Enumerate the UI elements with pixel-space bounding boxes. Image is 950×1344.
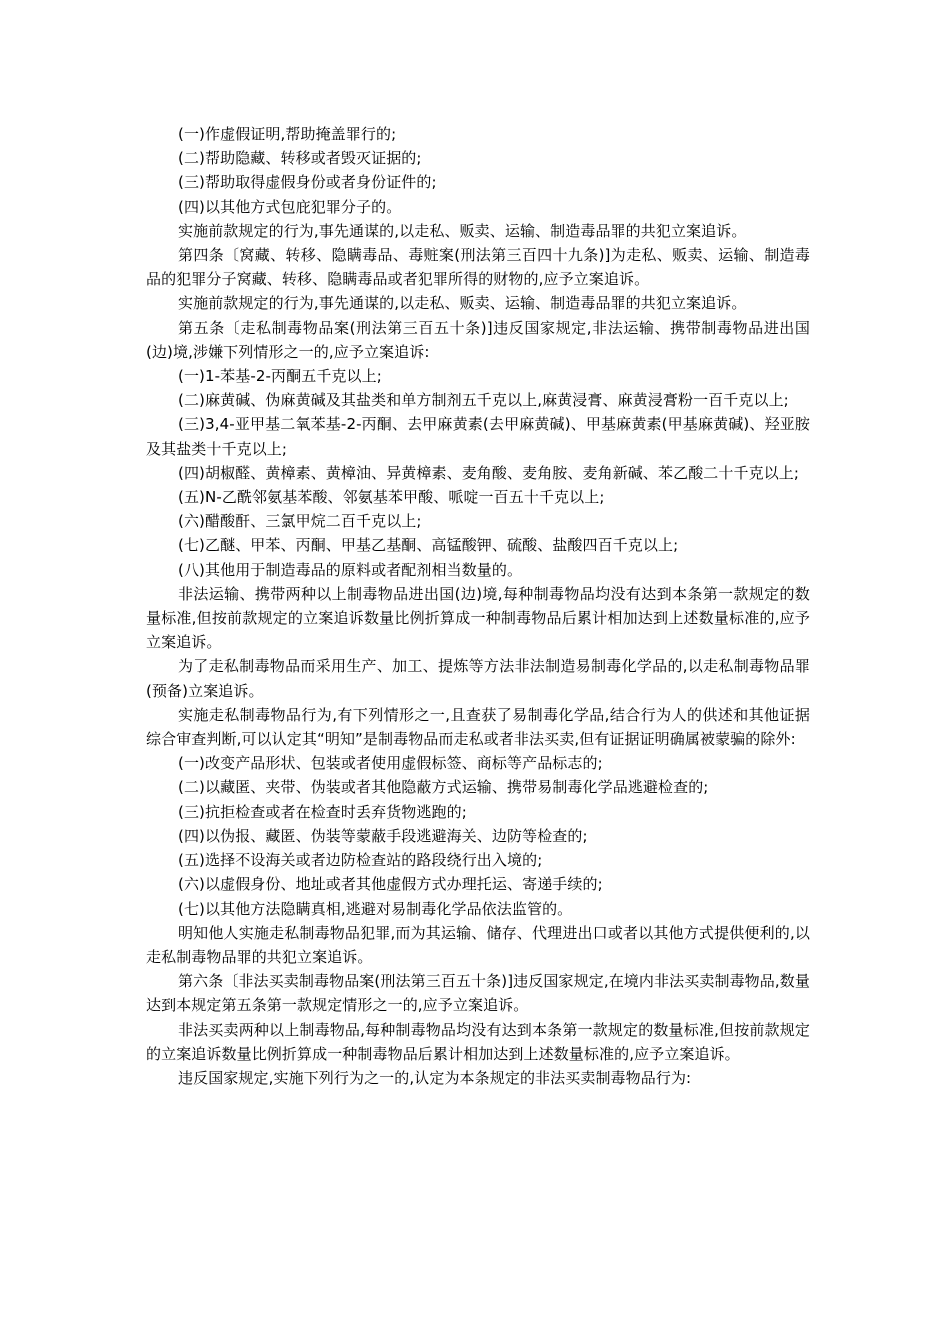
paragraph: (三)帮助取得虚假身份或者身份证件的; — [178, 173, 437, 192]
list-item: (一)改变产品形状、包装或者使用虚假标签、商标等产品标志的; — [178, 754, 603, 773]
paragraph: 非法运输、携带两种以上制毒物品进出国(边)境,每种制毒物品均没有达到本条第一款规定的数量标准,但按前款规定的立案追诉数量比例折算成一种制毒物品后累计相加达到上述数量标准的,应予立案追诉。 — [146, 584, 810, 652]
document-page — [146, 122, 810, 1090]
list-item: (三)3,4-亚甲基二氧苯基-2-丙酮、去甲麻黄素(去甲麻黄碱)、甲基麻黄素(甲基麻黄碱)、羟亚胺及其盐类十千克以上; — [146, 415, 810, 458]
list-item: (五)选择不设海关或者边防检查站的路段绕行出入境的; — [178, 851, 543, 870]
list-item: (七)以其他方法隐瞒真相,逃避对易制毒化学品依法监管的。 — [178, 899, 573, 918]
list-item: (六)醋酸酐、三氯甲烷二百千克以上; — [178, 512, 422, 531]
list-item: (六)以虚假身份、地址或者其他虚假方式办理托运、寄递手续的; — [178, 875, 603, 894]
paragraph: 非法买卖两种以上制毒物品,每种制毒物品均没有达到本条第一款规定的数量标准,但按前款规定的立案追诉数量比例折算成一种制毒物品后累计相加达到上述数量标准的,应予立案追诉。 — [146, 1020, 810, 1063]
list-item: (五)N-乙酰邻氨基苯酸、邻氨基苯甲酸、哌啶一百五十千克以上; — [178, 488, 605, 507]
list-item: (四)以伪报、藏匿、伪装等蒙蔽手段逃避海关、边防等检查的; — [178, 826, 588, 845]
list-item: (八)其他用于制造毒品的原料或者配剂相当数量的。 — [178, 560, 523, 579]
list-item: (三)抗拒检查或者在检查时丢弃货物逃跑的; — [178, 802, 467, 821]
list-item: (二)麻黄碱、伪麻黄碱及其盐类和单方制剂五千克以上,麻黄浸膏、麻黄浸膏粉一百千克以上; — [178, 391, 789, 410]
paragraph: (二)帮助隐藏、转移或者毁灭证据的; — [178, 149, 422, 168]
paragraph: 为了走私制毒物品而采用生产、加工、提炼等方法非法制造易制毒化学品的,以走私制毒物品罪(预备)立案追诉。 — [146, 657, 810, 700]
paragraph: 实施前款规定的行为,事先通谋的,以走私、贩卖、运输、制造毒品罪的共犯立案追诉。 — [178, 294, 747, 313]
list-item: (一)1-苯基-2-丙酮五千克以上; — [178, 367, 382, 386]
paragraph: (四)以其他方式包庇犯罪分子的。 — [178, 197, 402, 216]
paragraph: 实施走私制毒物品行为,有下列情形之一,且查获了易制毒化学品,结合行为人的供述和其他证据综合审查判断,可以认定其“明知”是制毒物品而走私或者非法买卖,但有证据证明确属被蒙骗的除外: — [146, 705, 810, 749]
paragraph: 实施前款规定的行为,事先通谋的,以走私、贩卖、运输、制造毒品罪的共犯立案追诉。 — [178, 221, 747, 240]
paragraph: 违反国家规定,实施下列行为之一的,认定为本条规定的非法买卖制毒物品行为: — [178, 1068, 692, 1087]
paragraph: (一)作虚假证明,帮助掩盖罪行的; — [178, 125, 397, 143]
list-item: (七)乙醚、甲苯、丙酮、甲基乙基酮、高锰酸钾、硫酸、盐酸四百千克以上; — [178, 536, 679, 555]
article-5-paragraph: 第五条〔走私制毒物品案(刑法第三百五十条)]违反国家规定,非法运输、携带制毒物品进出国(边)境,涉嫌下列情形之一的,应予立案追诉: — [146, 318, 810, 361]
article-4-paragraph: 第四条〔窝藏、转移、隐瞒毒品、毒赃案(刑法第三百四十九条)]为走私、贩卖、运输、制造毒品的犯罪分子窝藏、转移、隐瞒毒品或者犯罪所得的财物的,应予立案追诉。 — [146, 246, 810, 289]
list-item: (二)以藏匿、夹带、伪装或者其他隐蔽方式运输、携带易制毒化学品逃避检查的; — [178, 778, 709, 797]
list-item: (四)胡椒醛、黄樟素、黄樟油、异黄樟素、麦角酸、麦角胺、麦角新碱、苯乙酸二十千克以上; — [178, 463, 800, 482]
article-6-paragraph: 第六条〔非法买卖制毒物品案(刑法第三百五十条)]违反国家规定,在境内非法买卖制毒物品,数量达到本规定第五条第一款规定情形之一的,应予立案追诉。 — [146, 972, 810, 1015]
paragraph: 明知他人实施走私制毒物品犯罪,而为其运输、储存、代理进出口或者以其他方式提供便利的,以走私制毒物品罪的共犯立案追诉。 — [146, 923, 810, 966]
